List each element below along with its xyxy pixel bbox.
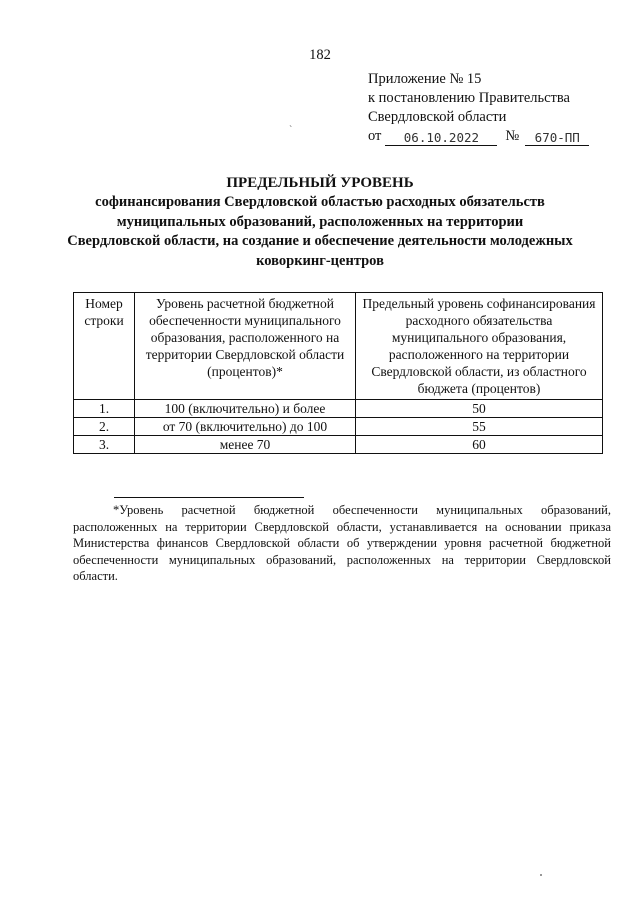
title-line: софинансирования Свердловской областью расходных обязательств — [95, 194, 545, 210]
title-heading: ПРЕДЕЛЬНЫЙ УРОВЕНЬ — [226, 175, 414, 191]
budget-level: от 70 (включительно) до 100 — [135, 418, 356, 436]
row-number: 1. — [74, 400, 135, 418]
appendix-authority: Свердловской области — [368, 109, 507, 125]
date-prefix: от — [368, 128, 382, 144]
cofinancing-table — [73, 292, 603, 454]
appendix-resolution: к постановлению Правительства — [368, 90, 570, 106]
cofinancing-limit: 55 — [356, 418, 603, 436]
header-cofinancing-limit: Предельный уровень софинансирования расходного обязательства муниципального образования, расположенного на территории Свердловской области, из областного бюджета (процентов) — [356, 293, 603, 400]
table-header-row — [74, 293, 603, 400]
cofinancing-limit: 60 — [356, 436, 603, 454]
row-number: 3. — [74, 436, 135, 454]
number-prefix: № — [505, 128, 520, 144]
stray-mark: ˋ — [289, 125, 293, 136]
title-line: коворкинг-центров — [256, 252, 384, 269]
appendix-header — [368, 70, 589, 146]
budget-level: 100 (включительно) и более — [135, 400, 356, 418]
order-date: 06.10.2022 — [385, 130, 497, 146]
title-line: Свердловской области, на создание и обеспечение деятельности молодежных — [67, 233, 573, 249]
order-number: 670-ПП — [525, 130, 589, 146]
order-details — [368, 127, 589, 146]
header-budget-level: Уровень расчетной бюджетной обеспеченности муниципального образования, расположенного на территории Свердловской области (процентов)* — [135, 293, 356, 400]
header-row-number: Номер строки — [74, 293, 135, 400]
table-row — [74, 436, 603, 454]
cofinancing-limit: 50 — [356, 400, 603, 418]
title-line: муниципальных образований, расположенных на территории — [116, 213, 524, 230]
scan-speck — [540, 874, 542, 876]
page-number: 182 — [309, 47, 331, 63]
table-row — [74, 418, 603, 436]
footnote-text: *Уровень расчетной бюджетной обеспеченности муниципальных образований, расположенных на территории Свердловской области, устанавливается на основании приказа Министерства финансов Свердловской области об утверждении уровня расчетной бюджетной обеспеченности муниципальных образований, расположенных на территории Свердловской области. — [73, 503, 611, 583]
document-title — [40, 174, 600, 271]
budget-level: менее 70 — [135, 436, 356, 454]
row-number: 2. — [74, 418, 135, 436]
appendix-number: Приложение № 15 — [368, 71, 482, 87]
footnote-divider — [114, 497, 304, 498]
table-row — [74, 400, 603, 418]
